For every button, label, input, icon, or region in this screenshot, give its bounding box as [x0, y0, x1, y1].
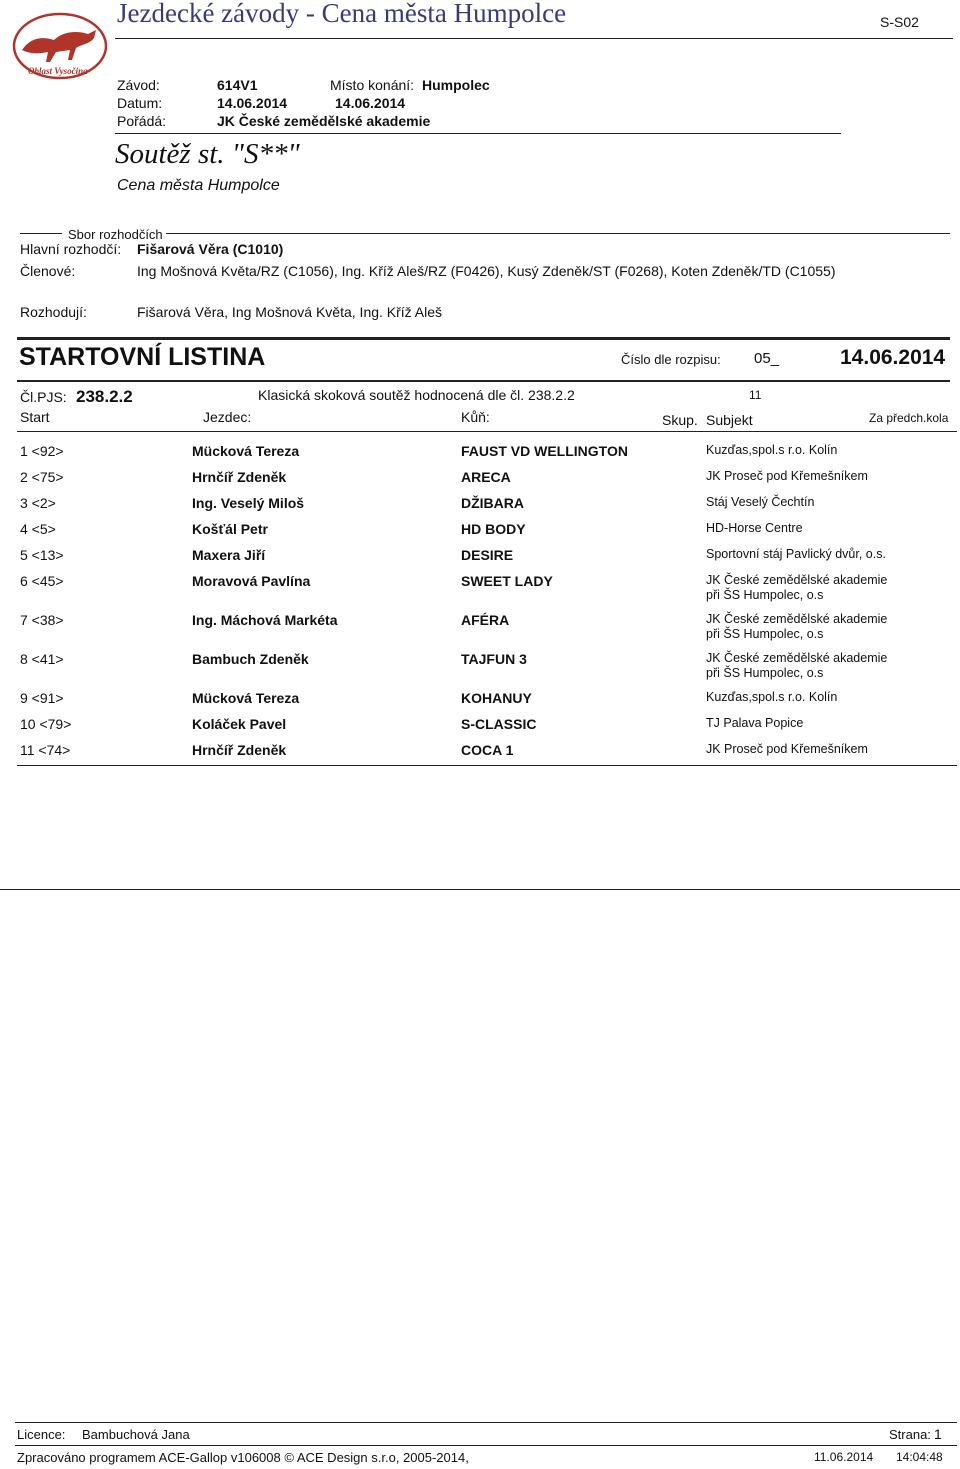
- startlist-rule: [17, 380, 950, 382]
- licence-value: Bambuchová Jana: [82, 1427, 190, 1442]
- col-start: Start: [20, 409, 50, 425]
- members-label: Členové:: [20, 263, 76, 279]
- start-number: 10 <79>: [20, 716, 72, 732]
- members-value: Ing Mošnová Květa/RZ (C1056), Ing. Kříž Aleš/RZ (F0426), Kusý Zdeněk/ST (F0268), Koten Zdeněk/TD (C1055): [137, 263, 836, 279]
- jury-section-label: Sbor rozhodčích: [68, 227, 163, 242]
- subject-name-line2: při ŠS Humpolec, o.s: [706, 627, 824, 641]
- col-rider: Jezdec:: [203, 409, 252, 425]
- subject-name: Stáj Veselý Čechtín: [706, 495, 815, 509]
- table-row: [0, 469, 960, 495]
- page-label: Strana:: [889, 1427, 931, 1442]
- subject-name: Sportovní stáj Pavlický dvůr, o.s.: [706, 547, 886, 561]
- chief-value: Fišarová Věra (C1010): [137, 241, 284, 257]
- subject-name: Kuzďas,spol.s r.o. Kolín: [706, 443, 838, 457]
- logo: [10, 10, 110, 82]
- document-code: S-S02: [880, 14, 919, 30]
- horse-name: HD BODY: [461, 521, 526, 537]
- table-row: [0, 521, 960, 547]
- horse-name: COCA 1: [461, 742, 514, 758]
- entry-count: 11: [749, 388, 762, 402]
- horse-name: TAJFUN 3: [461, 651, 527, 667]
- col-prev-round: Za předch.kola: [869, 411, 949, 425]
- subject-name: JK Proseč pod Křemešníkem: [706, 742, 868, 756]
- horse-name: KOHANUY: [461, 690, 532, 706]
- start-number: 3 <2>: [20, 495, 56, 511]
- deciders-value: Fišarová Věra, Ing Mošnová Květa, Ing. Kříž Aleš: [137, 304, 443, 320]
- subject-name-line2: při ŠS Humpolec, o.s: [706, 666, 824, 680]
- zavod-label: Závod:: [117, 77, 160, 93]
- rider-name: Mücková Tereza: [192, 443, 300, 459]
- rider-name: Maxera Jiří: [192, 547, 266, 563]
- zavod-value: 614V1: [217, 77, 258, 93]
- jury-divider-left: [20, 233, 62, 234]
- start-number: 5 <13>: [20, 547, 64, 563]
- table-row: [0, 573, 960, 612]
- deciders-label: Rozhodují:: [20, 304, 87, 320]
- horse-name: DŽIBARA: [461, 495, 524, 511]
- table-row: [0, 547, 960, 573]
- horse-name: SWEET LADY: [461, 573, 553, 589]
- licence-label: Licence:: [17, 1427, 66, 1442]
- table-row: [0, 716, 960, 742]
- datum-label: Datum:: [117, 95, 163, 111]
- porada-label: Pořádá:: [117, 113, 167, 129]
- event-divider: [115, 133, 841, 134]
- subject-name: JK České zemědělské akademie: [706, 573, 888, 587]
- print-date: 11.06.2014: [814, 1450, 874, 1464]
- rider-name: Košťál Petr: [192, 521, 268, 537]
- start-number: 6 <45>: [20, 573, 64, 589]
- start-number: 1 <92>: [20, 443, 64, 459]
- horse-name: AFÉRA: [461, 612, 510, 628]
- subject-name: HD-Horse Centre: [706, 521, 803, 535]
- subject-name: TJ Palava Popice: [706, 716, 804, 730]
- table-end-rule: [0, 889, 960, 890]
- header-rule: [17, 431, 957, 432]
- subject-name-line2: při ŠS Humpolec, o.s: [706, 588, 824, 602]
- rider-name: Bambuch Zdeněk: [192, 651, 309, 667]
- print-time: 14:04:48: [896, 1450, 943, 1464]
- rider-name: Hrnčíř Zdeněk: [192, 742, 287, 758]
- logo-text: Oblast Vysočina: [28, 66, 88, 76]
- start-number: 8 <41>: [20, 651, 64, 667]
- subject-name: Kuzďas,spol.s r.o. Kolín: [706, 690, 838, 704]
- rider-name: Koláček Pavel: [192, 716, 287, 732]
- start-number: 9 <91>: [20, 690, 64, 706]
- cislo-label: Číslo dle rozpisu:: [621, 352, 721, 367]
- table-row: [0, 495, 960, 521]
- horse-name: ARECA: [461, 469, 511, 485]
- subject-name: JK České zemědělské akademie: [706, 612, 888, 626]
- startlist-heading: STARTOVNÍ LISTINA: [19, 343, 266, 371]
- start-number: 4 <5>: [20, 521, 56, 537]
- pjs-label: Čl.PJS:: [20, 389, 67, 405]
- cislo-value: 05_: [754, 350, 780, 367]
- chief-label: Hlavní rozhodčí:: [20, 241, 122, 257]
- competition-title: Soutěž st. "S**": [115, 138, 300, 170]
- table-row: [0, 443, 960, 469]
- col-group: Skup.: [662, 412, 698, 428]
- rider-name: Moravová Pavlína: [192, 573, 311, 589]
- datum-to: 14.06.2014: [335, 95, 406, 111]
- rider-name: Ing. Máchová Markéta: [192, 612, 338, 628]
- startlist-date: 14.06.2014: [840, 346, 946, 369]
- rider-name: Mücková Tereza: [192, 690, 300, 706]
- subject-name: JK České zemědělské akademie: [706, 651, 888, 665]
- misto-label: Místo konání:: [330, 77, 415, 93]
- datum-from: 14.06.2014: [217, 95, 288, 111]
- program-credit: Zpracováno programem ACE-Gallop v106008 © ACE Design s.r.o, 2005-2014,: [17, 1450, 469, 1465]
- page-title: Jezdecké závody - Cena města Humpolce: [117, 0, 567, 28]
- rider-name: Ing. Veselý Miloš: [192, 495, 305, 511]
- jury-divider-right: [166, 233, 950, 234]
- startlist-top-rule: [17, 337, 950, 340]
- page-number: 1: [934, 1426, 942, 1442]
- competition-subtitle: Cena města Humpolce: [117, 177, 280, 194]
- horse-name: DESIRE: [461, 547, 514, 563]
- title-divider: [115, 38, 953, 39]
- porada-value: JK České zemědělské akademie: [217, 113, 431, 129]
- table-bottom-rule: [17, 765, 957, 766]
- footer-rule: [15, 1445, 957, 1446]
- misto-value: Humpolec: [422, 77, 490, 93]
- table-row: [0, 651, 960, 690]
- start-number: 7 <38>: [20, 612, 64, 628]
- col-subject: Subjekt: [706, 412, 753, 428]
- table-row: [0, 690, 960, 716]
- competition-description: Klasická skoková soutěž hodnocená dle čl. 238.2.2: [258, 387, 575, 403]
- start-number: 11 <74>: [20, 742, 71, 758]
- table-row: [0, 612, 960, 651]
- col-horse: Kůň:: [461, 409, 490, 425]
- footer-top-rule: [15, 1422, 957, 1423]
- horse-name: FAUST VD WELLINGTON: [461, 443, 628, 459]
- pjs-value: 238.2.2: [76, 387, 133, 406]
- subject-name: JK Proseč pod Křemešníkem: [706, 469, 868, 483]
- rider-name: Hrnčíř Zdeněk: [192, 469, 287, 485]
- start-number: 2 <75>: [20, 469, 64, 485]
- horse-name: S-CLASSIC: [461, 716, 537, 732]
